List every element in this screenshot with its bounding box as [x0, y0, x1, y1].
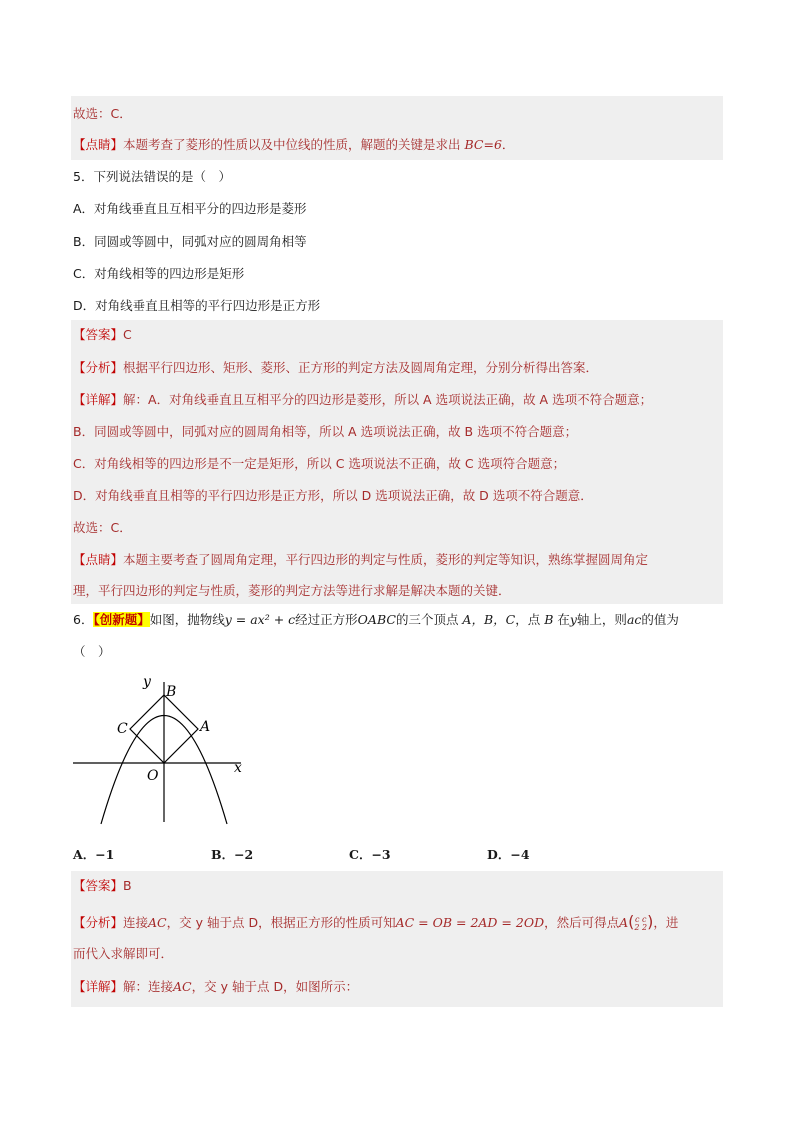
analysis-c: ，然后可得点 — [544, 915, 620, 930]
q6-number: 6． — [73, 612, 94, 627]
analysis-coords-close: ) — [647, 912, 654, 931]
q6-formula: y = ax² + c — [224, 612, 296, 627]
q5-option-d: D．对角线垂直且相等的平行四边形是正方形 — [73, 298, 321, 313]
label-c: C — [117, 721, 128, 737]
analysis-text: 根据平行四边形、矩形、菱形、正方形的判定方法及圆周角定理，分别分析得出答案． — [123, 360, 599, 375]
q5-detail-line-4: D．对角线垂直且相等的平行四边形是正方形，所以 D 选项说法正确，故 D 选项不符合题意． — [73, 488, 593, 503]
q6-stem-f: 轴上，则 — [576, 612, 627, 627]
q5-detail-line-2: B．同圆或等圆中，同弧对应的圆周角相等，所以 A 选项说法正确，故 B 选项不符合题意； — [73, 424, 578, 439]
q6-ac-var: ac — [626, 612, 642, 627]
q6-stem-g: 的值为 — [641, 612, 679, 627]
q6-option-c: C．−3 — [349, 847, 391, 862]
q6-stem-e: 在 — [553, 612, 570, 627]
previous-solution-block — [71, 96, 723, 160]
q5-detail-line-3: C．对角线相等的四边形是不一定是矩形，所以 C 选项说法不正确，故 C 选项符合题意； — [73, 456, 566, 471]
analysis-coords: ( — [628, 912, 635, 931]
comment-tag: 【点睛】 — [73, 552, 124, 567]
analysis-frac — [634, 916, 647, 932]
analysis-eq: AC = OB = 2AD = 2OD — [395, 915, 545, 930]
comment-tag: 【点睛】 — [73, 137, 124, 152]
answer-value: C — [123, 327, 132, 342]
q5-option-b: B．同圆或等圆中，同弧对应的圆周角相等 — [73, 234, 307, 249]
detail-ac: AC — [173, 979, 192, 994]
frac-num: c c — [635, 914, 647, 924]
q6-stem-b: 经过正方形 — [295, 612, 358, 627]
answer-value: B — [123, 878, 132, 893]
analysis-tag: 【分析】 — [73, 360, 124, 375]
detail-a: 解：连接 — [123, 979, 174, 994]
answer-tag: 【答案】 — [73, 327, 124, 342]
q6-option-a: A．−1 — [73, 847, 115, 862]
q5-conclusion: 故选：C． — [73, 520, 132, 535]
comment-text: 本题主要考查了圆周角定理，平行四边形的判定与性质，菱形的判定等知识，熟练掌握圆周角定 — [123, 552, 649, 567]
comment-text-b: ． — [501, 137, 515, 152]
q5-option-c: C．对角线相等的四边形是矩形 — [73, 266, 245, 281]
analysis-tag: 【分析】 — [73, 915, 124, 930]
prev-conclusion: 故选：C． — [73, 106, 132, 121]
q6-square: OABC — [357, 612, 396, 627]
analysis-d: ，进 — [653, 915, 679, 930]
q6-detail — [73, 978, 358, 996]
q5-detail-line-1 — [73, 391, 652, 409]
analysis-a: 连接 — [123, 915, 149, 930]
detail-tag: 【详解】 — [73, 392, 124, 407]
prev-comment — [73, 136, 514, 154]
q6-option-b: B．−2 — [211, 847, 254, 862]
q6-stem-c: 的三个顶点 — [395, 612, 463, 627]
q6-stem — [73, 611, 679, 629]
label-b: B — [166, 684, 177, 700]
q5-comment-line-1 — [73, 551, 648, 569]
detail-b: ，交 y 轴于点 D，如图所示： — [191, 979, 359, 994]
comment-text-a: 本题考查了菱形的性质以及中位线的性质，解题的关键是求出 — [123, 137, 465, 152]
analysis-point: A — [619, 915, 629, 930]
q5-stem: 5．下列说法错误的是（ ） — [73, 169, 231, 184]
comment-var: BC=6 — [464, 137, 502, 152]
q6-analysis — [73, 911, 678, 934]
analysis-b: ，交 y 轴于点 D，根据正方形的性质可知 — [166, 915, 396, 930]
q6-analysis-line-2: 而代入求解即可． — [73, 946, 174, 961]
label-x: x — [234, 760, 242, 776]
q5-comment-line-2: 理，平行四边形的判定与性质，菱形的判定方法等进行求解是解决本题的关键． — [73, 583, 511, 598]
label-y: y — [143, 674, 151, 690]
q6-point-b: B — [544, 612, 554, 627]
q6-points: A，B，C — [462, 612, 516, 627]
q5-solution-block — [71, 320, 723, 604]
detail-text: 解：A．对角线垂直且互相平分的四边形是菱形，所以 A 选项说法正确，故 A 选项不符合题意； — [123, 392, 653, 407]
q6-solution-block — [71, 871, 723, 1007]
q6-stem-a: 如图，抛物线 — [149, 612, 225, 627]
q6-blank: （ ） — [73, 644, 111, 659]
q6-option-d: D．−4 — [487, 847, 530, 862]
innovation-tag: 【创新题】 — [93, 612, 150, 627]
detail-tag: 【详解】 — [73, 979, 124, 994]
parabola-figure — [71, 672, 261, 832]
q5-analysis — [73, 359, 598, 377]
q6-stem-d: ，点 — [515, 612, 545, 627]
label-o: O — [147, 768, 159, 784]
frac-den: 2 2 — [634, 922, 648, 932]
q6-y-var: y — [569, 612, 577, 627]
q5-answer — [73, 326, 132, 344]
analysis-ac: AC — [148, 915, 167, 930]
q6-answer — [73, 877, 132, 895]
label-a: A — [200, 719, 211, 735]
q5-option-a: A．对角线垂直且互相平分的四边形是菱形 — [73, 201, 307, 216]
answer-tag: 【答案】 — [73, 878, 124, 893]
q6-options — [71, 845, 723, 865]
